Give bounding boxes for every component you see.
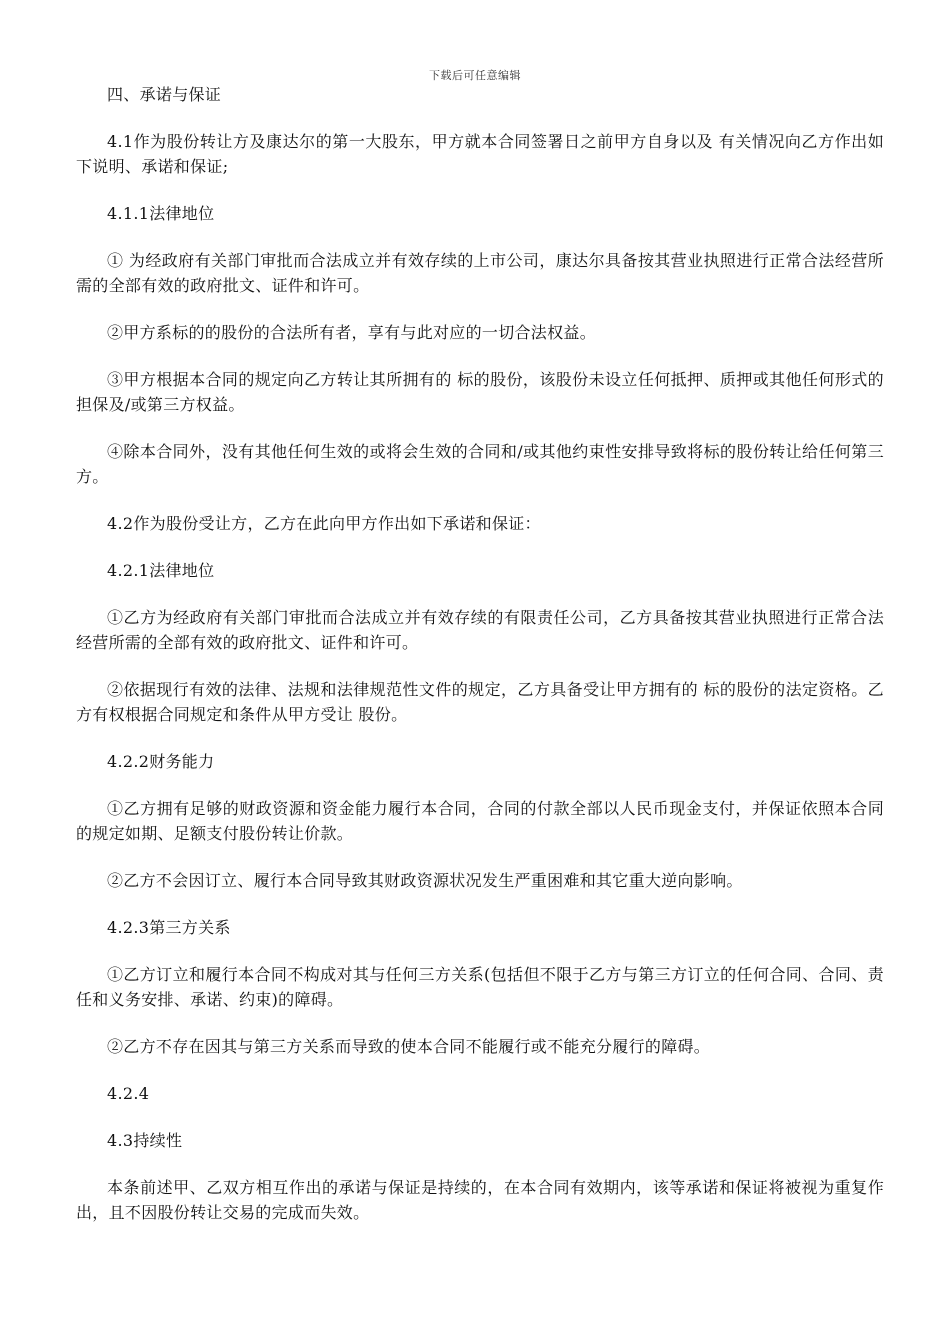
paragraph: ①乙方订立和履行本合同不构成对其与任何三方关系(包括但不限于乙方与第三方订立的任何合同、合同、责任和义务安排、承诺、约束)的障碍。 [76,965,884,1009]
subsection-heading: 4.2.4 [107,1084,150,1103]
paragraph: ②甲方系标的的股份的合法所有者，享有与此对应的一切合法权益。 [107,323,597,342]
paragraph: ①乙方为经政府有关部门审批而合法成立并有效存续的有限责任公司，乙方具备按其营业执照进行正常合法经营所需的全部有效的政府批文、证件和许可。 [76,608,884,652]
subsection-heading: 4.2.3第三方关系 [107,918,231,937]
paragraph: ① 为经政府有关部门审批而合法成立并有效存续的上市公司，康达尔具备按其营业执照进行正常合法经营所需的全部有效的政府批文、证件和许可。 [76,251,884,295]
paragraph: 4.1作为股份转让方及康达尔的第一大股东，甲方就本合同签署日之前甲方自身以及 有关情况向乙方作出如下说明、承诺和保证; [76,132,884,176]
paragraph: ③甲方根据本合同的规定向乙方转让其所拥有的 标的股份，该股份未设立任何抵押、质押或其他任何形式的担保及/或第三方权益。 [76,370,884,414]
paragraph: 4.2作为股份受让方，乙方在此向甲方作出如下承诺和保证： [107,514,541,533]
paragraph: ①乙方拥有足够的财政资源和资金能力履行本合同，合同的付款全部以人民币现金支付，并保证依照本合同的规定如期、足额支付股份转让价款。 [76,799,884,843]
subsection-heading: 4.2.2财务能力 [107,752,215,771]
paragraph: ②乙方不会因订立、履行本合同导致其财政资源状况发生严重困难和其它重大逆向影响。 [107,871,743,890]
paragraph: ②依据现行有效的法律、法规和法律规范性文件的规定，乙方具备受让甲方拥有的 标的股份的法定资格。乙方有权根据合同规定和条件从甲方受让 股份。 [76,680,884,724]
section-heading: 四、承诺与保证 [107,85,222,104]
header-watermark: 下载后可任意编辑 [429,69,521,82]
subsection-heading: 4.3持续性 [107,1131,183,1150]
document-body [76,82,884,1247]
paragraph: ④除本合同外，没有其他任何生效的或将会生效的合同和/或其他约束性安排导致将标的股份转让给任何第三方。 [76,442,884,486]
subsection-heading: 4.2.1法律地位 [107,561,215,580]
paragraph: ②乙方不存在因其与第三方关系而导致的使本合同不能履行或不能充分履行的障碍。 [107,1037,711,1056]
paragraph: 本条前述甲、乙双方相互作出的承诺与保证是持续的，在本合同有效期内，该等承诺和保证将被视为重复作出，且不因股份转让交易的完成而失效。 [76,1178,884,1222]
subsection-heading: 4.1.1法律地位 [107,204,215,223]
